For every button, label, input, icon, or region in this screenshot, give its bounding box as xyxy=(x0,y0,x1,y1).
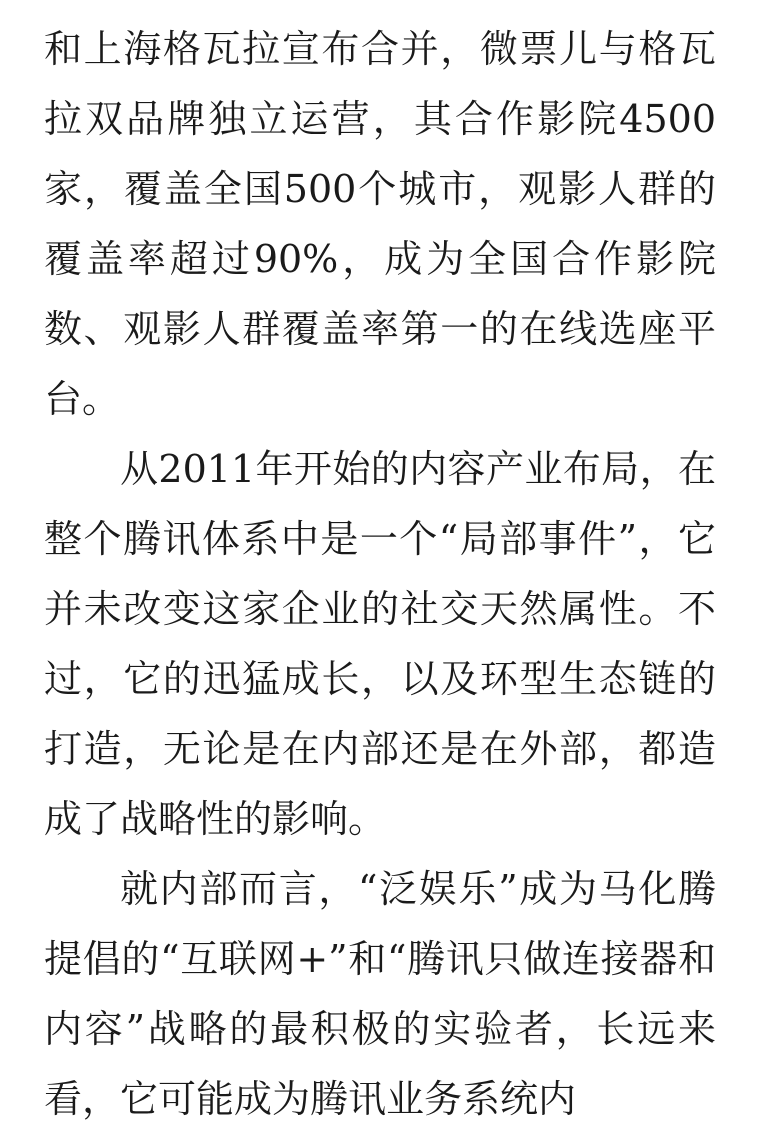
body-paragraph: 和上海格瓦拉宣布合并，微票儿与格瓦拉双品牌独立运营，其合作影院4500家，覆盖全国500个城市，观影人群的覆盖率超过90%，成为全国合作影院数、观影人群覆盖率第一的在线选座平台。 xyxy=(44,27,716,421)
body-paragraph: 从2011年开始的内容产业布局，在整个腾讯体系中是一个“局部事件”，它并未改变这家企业的社交天然属性。不过，它的迅猛成长，以及环型生态链的打造，无论是在内部还是在外部，都造成了战略性的影响。 xyxy=(44,447,716,841)
body-paragraph: 就内部而言，“泛娱乐”成为马化腾提倡的“互联网+”和“腾讯只做连接器和内容”战略的最积极的实验者，长远来看，它可能成为腾讯业务系统内 xyxy=(44,867,716,1121)
